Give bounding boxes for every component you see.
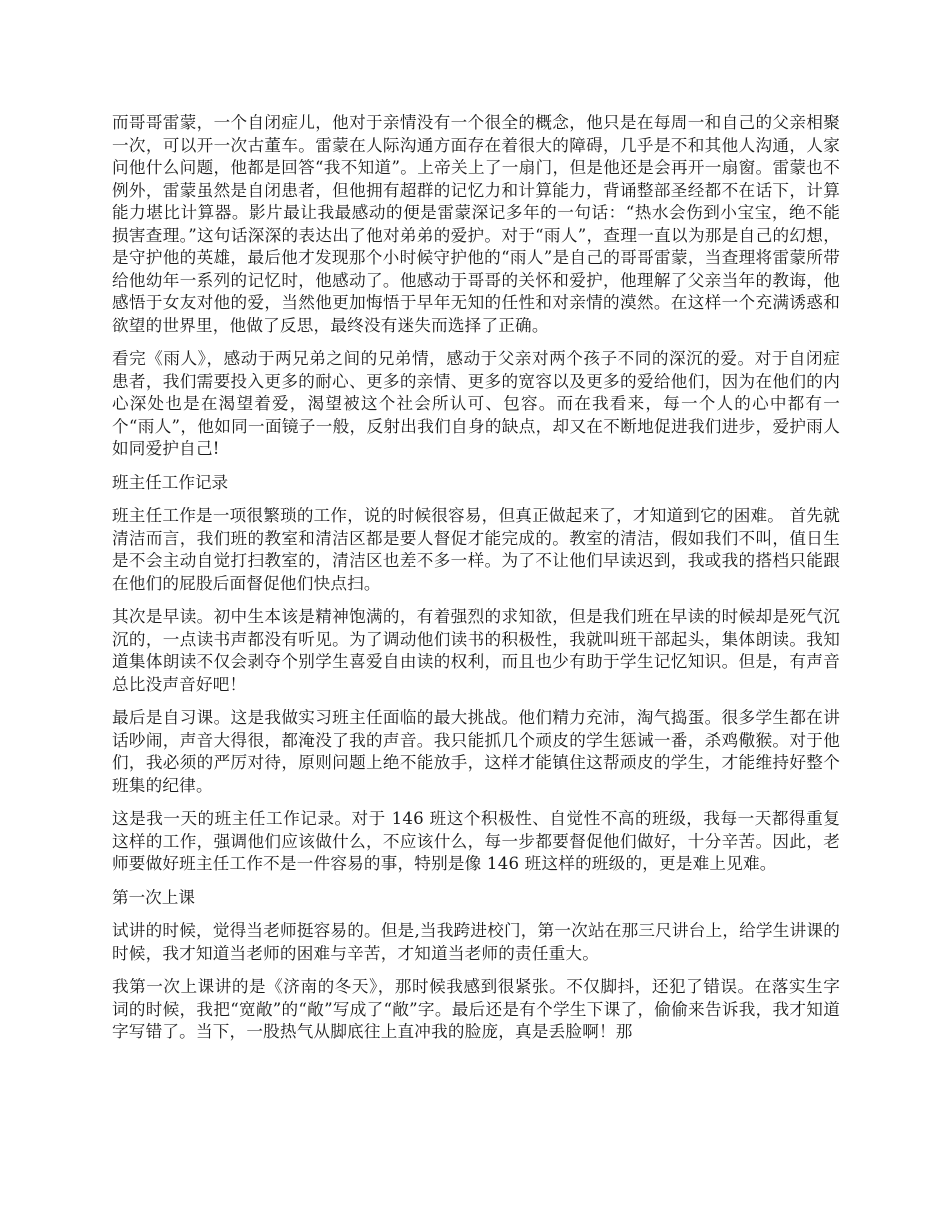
- heading-class-teacher-log: 班主任工作记录: [112, 472, 229, 492]
- document-page: [112, 112, 840, 1055]
- paragraph-rain-man-reflection: 看完《雨人》，感动于两兄弟之间的兄弟情，感动于父亲对两个孩子不同的深沉的爱。对于自闭症患者，我们需要投入更多的耐心、更多的亲情、更多的宽容以及更多的爱给他们，因为在他们的内心深处也是在渴望着爱，渴望被这个社会所认可、包容。而在我看来，每一个人的心中都有一个“雨人”，他如同一面镜子一般，反射出我们自身的缺点，却又在不断地促进我们进步，爱护雨人如同爱护自己!: [112, 349, 840, 458]
- paragraph-rain-man-brother: 而哥哥雷蒙，一个自闭症儿，他对于亲情没有一个很全的概念，他只是在每周一和自己的父亲相聚一次，可以开一次古董车。雷蒙在人际沟通方面存在着很大的障碍，几乎是不和其他人沟通，人家问他什么问题，他都是回答“我不知道”。上帝关上了一扇门，但是他还是会再开一扇窗。雷蒙也不例外，雷蒙虽然是自闭患者，但他拥有超群的记忆力和计算能力，背诵整部圣经都不在话下，计算能力堪比计算器。影片最让我最感动的便是雷蒙深记多年的一句话：“热水会伤到小宝宝，绝不能损害查理。”这句话深深的表达出了他对弟弟的爱护。对于“雨人”，查理一直以为那是自己的幻想，是守护他的英雄，最后他才发现那个小时候守护他的“雨人”是自己的哥哥雷蒙，当查理将雷蒙所带给他幼年一系列的记忆时，他感动了。他感动于哥哥的关怀和爱护，他理解了父亲当年的教诲，他感悟于女友对他的爱，当然他更加悔悟于早年无知的任性和对亲情的漠然。在这样一个充满诱惑和欲望的世界里，他做了反思，最终没有迷失而选择了正确。: [112, 113, 840, 335]
- paragraph-trial-lecture: 试讲的时候，觉得当老师挺容易的。但是,当我跨进校门，第一次站在那三尺讲台上，给学生讲课的时候，我才知道当老师的困难与辛苦，才知道当老师的责任重大。: [112, 921, 840, 963]
- paragraph-cleaning: 班主任工作是一项很繁琐的工作，说的时候很容易，但真正做起来了，才知道到它的困难。 首先就清洁而言，我们班的教室和清洁区都是要人督促才能完成的。教室的清洁，假如我们不叫，值日生是不会主动自觉打扫教室的，清洁区也差不多一样。为了不让他们早读迟到，我或我的搭档只能跟在他们的屁股后面督促他们快点扫。: [112, 506, 840, 593]
- heading-first-class: 第一次上课: [112, 887, 195, 907]
- paragraph-morning-reading: 其次是早读。初中生本该是精神饱满的，有着强烈的求知欲，但是我们班在早读的时候却是死气沉沉的，一点读书声都没有听见。为了调动他们读书的积极性，我就叫班干部起头，集体朗读。我知道集体朗读不仅会剥夺个别学生喜爱自由读的权利，而且也少有助于学生记忆知识。但是，有声音总比没声音好吧！: [112, 607, 840, 694]
- paragraph-daily-summary: 这是我一天的班主任工作记录。对于 146 班这个积极性、自觉性不高的班级，我每一天都得重复这样的工作，强调他们应该做什么，不应该什么，每一步都要督促他们做好，十分辛苦。因此，老师要做好班主任工作不是一件容易的事，特别是像 146 班这样的班级的，更是难上见难。: [112, 809, 840, 873]
- paragraph-first-lesson: 我第一次上课讲的是《济南的冬天》，那时候我感到很紧张。不仅脚抖，还犯了错误。在落实生字词的时候，我把“宽敞”的“敞”写成了“敞”字。最后还是有个学生下课了，偷偷来告诉我，我才知道字写错了。当下，一股热气从脚底往上直冲我的脸庞，真是丢脸啊！那: [112, 977, 840, 1041]
- paragraph-self-study: 最后是自习课。这是我做实习班主任面临的最大挑战。他们精力充沛，淘气捣蛋。很多学生都在讲话吵闹，声音大得很，都淹没了我的声音。我只能抓几个顽皮的学生惩诫一番，杀鸡儆猴。对于他们，我必须的严厉对待，原则问题上绝不能放手，这样才能镇住这帮顽皮的学生，才能维持好整个班集的纪律。: [112, 708, 840, 795]
